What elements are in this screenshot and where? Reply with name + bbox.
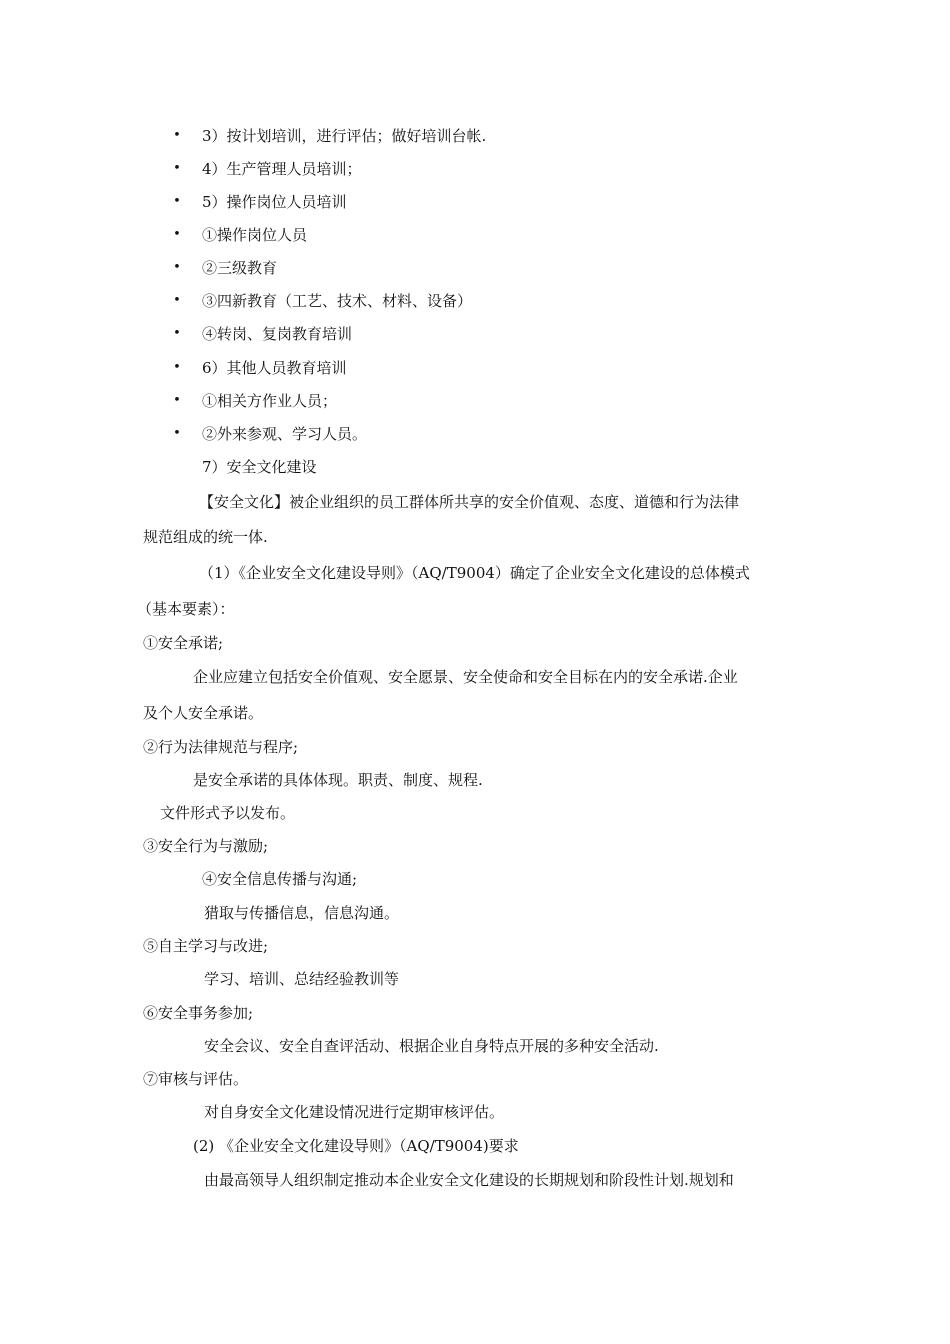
- definition-line-2: 规范组成的统一体.: [143, 528, 268, 546]
- bullet-icon: •: [173, 227, 181, 242]
- element-4-title: ④安全信息传播与沟通;: [202, 870, 358, 888]
- list-item: 5）操作岗位人员培训: [202, 193, 347, 211]
- element-7-title: ⑦审核与评估。: [143, 1070, 249, 1088]
- element-6-title: ⑥安全事务参加;: [143, 1004, 254, 1022]
- list-item: ①相关方作业人员；: [202, 392, 338, 410]
- element-3-title: ③安全行为与激励;: [143, 837, 269, 855]
- element-6-desc: 安全会议、安全自查评活动、根据企业自身特点开展的多种安全活动.: [204, 1037, 659, 1055]
- list-item: ②三级教育: [202, 259, 278, 277]
- bullet-icon: •: [173, 326, 181, 341]
- bullet-icon: •: [173, 194, 181, 209]
- element-5-desc: 学习、培训、总结经验教训等: [204, 970, 400, 988]
- element-5-title: ⑤自主学习与改进;: [143, 937, 269, 955]
- element-2-title: ②行为法律规范与程序;: [143, 738, 299, 756]
- bullet-icon: •: [173, 426, 181, 441]
- guideline-1-line-2: （基本要素）：: [137, 600, 235, 618]
- bullet-icon: •: [173, 293, 181, 308]
- bullet-icon: •: [173, 128, 181, 143]
- list-item: ②外来参观、学习人员。: [202, 425, 368, 443]
- list-item: ④转岗、复岗教育培训: [202, 325, 353, 343]
- element-1-desc-1: 企业应建立包括安全价值观、安全愿景、安全使命和安全目标在内的安全承诺.企业: [193, 668, 738, 686]
- element-1-desc-2: 及个人安全承诺。: [143, 704, 264, 722]
- bullet-icon: •: [173, 260, 181, 275]
- bullet-icon: •: [173, 161, 181, 176]
- element-2-desc-2: 文件形式予以发布。: [160, 804, 296, 822]
- element-4-desc: 猎取与传播信息，信息沟通。: [204, 904, 400, 922]
- definition-line-1: 【安全文化】被企业组织的员工群体所共享的安全价值观、态度、道德和行为法律: [199, 493, 740, 511]
- bullet-icon: •: [173, 360, 181, 375]
- guideline-2-title: (2) 《企业安全文化建设导则》（AQ/T9004)要求: [193, 1137, 519, 1155]
- element-1-title: ①安全承诺;: [143, 634, 224, 652]
- guideline-1-line-1: （1）《企业安全文化建设导则》（AQ/T9004）确定了企业安全文化建设的总体模式: [199, 564, 750, 582]
- element-7-desc: 对自身安全文化建设情况进行定期审核评估。: [204, 1103, 505, 1121]
- guideline-2-line-1: 由最高领导人组织制定推动本企业安全文化建设的长期规划和阶段性计划.规划和: [204, 1171, 734, 1189]
- list-item: ③四新教育（工艺、技术、材料、设备）: [202, 292, 473, 310]
- list-item: 6）其他人员教育培训: [202, 359, 347, 377]
- list-item: 3）按计划培训，进行评估；做好培训台帐.: [202, 127, 487, 145]
- bullet-icon: •: [173, 393, 181, 408]
- list-item: ①操作岗位人员: [202, 226, 308, 244]
- list-item: 4）生产管理人员培训；: [202, 160, 362, 178]
- element-2-desc-1: 是安全承诺的具体体现。职责、制度、规程.: [193, 771, 483, 789]
- section-heading: 7）安全文化建设: [202, 458, 317, 476]
